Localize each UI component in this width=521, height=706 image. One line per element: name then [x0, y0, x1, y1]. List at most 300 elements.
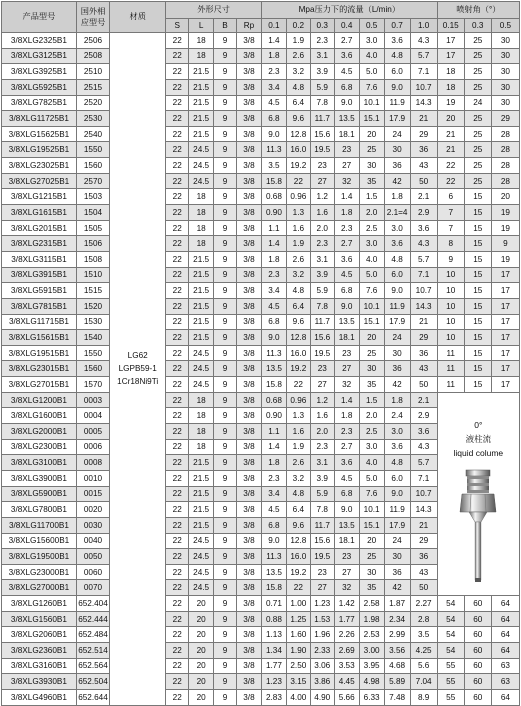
dimension-cell: 22: [166, 142, 189, 158]
flow-cell: 2.99: [384, 627, 410, 643]
dimension-cell: 3/8: [236, 95, 261, 111]
dimension-cell: 22: [166, 439, 189, 455]
flow-cell: 3.86: [310, 674, 334, 690]
flow-cell: 2.1: [410, 392, 437, 408]
model-cell: 3/8XLG23015B1: [2, 361, 77, 377]
model-cell: 3/8XLG4960B1: [2, 689, 77, 705]
dimension-cell: 22: [166, 283, 189, 299]
flow-cell: 7.6: [359, 486, 384, 502]
table-header: [2, 2, 520, 33]
flow-cell: 3.6: [410, 220, 437, 236]
angle-cell: 15: [464, 236, 491, 252]
dimension-cell: 18: [189, 439, 214, 455]
dimension-cell: 18: [189, 220, 214, 236]
angle-cell: 10: [437, 330, 464, 346]
angle-cell: 54: [437, 596, 464, 612]
flow-cell: 2.4: [384, 408, 410, 424]
cross-ref-cell: 0020: [76, 502, 109, 518]
dimension-cell: 9: [214, 408, 237, 424]
dimension-cell: 9: [214, 345, 237, 361]
dimension-cell: 3/8: [236, 158, 261, 174]
flow-cell: 1.9: [286, 33, 310, 49]
flow-cell: 2.0: [310, 220, 334, 236]
flow-cell: 2.3: [334, 220, 359, 236]
dimension-cell: 3/8: [236, 611, 261, 627]
flow-cell: 1.6: [310, 408, 334, 424]
dimension-cell: 22: [166, 564, 189, 580]
dimension-cell: 22: [166, 189, 189, 205]
cross-ref-cell: 1508: [76, 251, 109, 267]
dimension-cell: 22: [166, 95, 189, 111]
model-cell: 3/8XLG1615B1: [2, 205, 77, 221]
table-row: [2, 111, 520, 127]
cross-ref-cell: 0070: [76, 580, 109, 596]
angle-cell: 30: [491, 64, 519, 80]
dimension-cell: 22: [166, 642, 189, 658]
flow-cell: 1.1: [261, 220, 286, 236]
model-cell: 3/8XLG23000B1: [2, 564, 77, 580]
table-row: [2, 236, 520, 252]
table-row: [2, 95, 520, 111]
flow-cell: 2.69: [334, 642, 359, 658]
angle-cell: 25: [464, 79, 491, 95]
header-dim-rp: Rp: [236, 19, 261, 33]
angle-cell: 25: [464, 33, 491, 49]
angle-cell: 54: [437, 642, 464, 658]
dimension-cell: 24.5: [189, 377, 214, 393]
model-cell: 3/8XLG3925B1: [2, 64, 77, 80]
cross-ref-cell: 652.444: [76, 611, 109, 627]
angle-cell: 17: [491, 361, 519, 377]
flow-cell: 0.90: [261, 408, 286, 424]
flow-cell: 3.9: [310, 267, 334, 283]
dimension-cell: 9: [214, 674, 237, 690]
dimension-cell: 9: [214, 283, 237, 299]
flow-cell: 30: [359, 158, 384, 174]
flow-cell: 12.8: [286, 126, 310, 142]
angle-cell: 28: [491, 173, 519, 189]
header-dim-l: L: [189, 19, 214, 33]
flow-cell: 0.96: [286, 189, 310, 205]
cross-ref-cell: 2515: [76, 79, 109, 95]
dimension-cell: 24.5: [189, 345, 214, 361]
flow-cell: 4.3: [410, 33, 437, 49]
model-cell: 3/8XLG7825B1: [2, 95, 77, 111]
flow-cell: 24: [384, 126, 410, 142]
flow-cell: 7.48: [384, 689, 410, 705]
flow-cell: 23: [334, 549, 359, 565]
header-angle-pressure: 0.5: [491, 19, 519, 33]
model-cell: 3/8XLG2360B1: [2, 642, 77, 658]
flow-cell: 20: [359, 330, 384, 346]
flow-cell: 10.1: [359, 298, 384, 314]
dimension-cell: 22: [166, 517, 189, 533]
flow-cell: 2.5: [359, 424, 384, 440]
flow-cell: 2.50: [286, 658, 310, 674]
flow-cell: 6.8: [261, 517, 286, 533]
flow-cell: 3.95: [359, 658, 384, 674]
dimension-cell: 3/8: [236, 627, 261, 643]
flow-cell: 9.0: [261, 533, 286, 549]
flow-cell: 23: [334, 345, 359, 361]
flow-cell: 7.6: [359, 283, 384, 299]
angle-cell: 60: [464, 611, 491, 627]
flow-cell: 18.1: [334, 126, 359, 142]
dimension-cell: 3/8: [236, 283, 261, 299]
table-row: [2, 330, 520, 346]
flow-cell: 1.2: [310, 392, 334, 408]
dimension-cell: 3/8: [236, 361, 261, 377]
flow-cell: 3.00: [359, 642, 384, 658]
cross-ref-cell: 0006: [76, 439, 109, 455]
flow-cell: 1.53: [310, 611, 334, 627]
flow-cell: 3.6: [384, 33, 410, 49]
flow-cell: 35: [359, 173, 384, 189]
dimension-cell: 9: [214, 596, 237, 612]
dimension-cell: 22: [166, 236, 189, 252]
flow-cell: 2.0: [310, 424, 334, 440]
dimension-cell: 9: [214, 580, 237, 596]
flow-cell: 6.8: [261, 314, 286, 330]
header-dim-s: S: [166, 19, 189, 33]
cross-ref-cell: 0010: [76, 470, 109, 486]
angle-cell: 17: [491, 298, 519, 314]
cross-ref-cell: 1503: [76, 189, 109, 205]
flow-cell: 1.4: [261, 33, 286, 49]
flow-cell: 4.00: [286, 689, 310, 705]
angle-cell: 15: [464, 298, 491, 314]
flow-cell: 5.0: [359, 470, 384, 486]
flow-cell: 2.3: [261, 267, 286, 283]
model-cell: 3/8XLG3115B1: [2, 251, 77, 267]
dimension-cell: 20: [189, 611, 214, 627]
flow-cell: 5.0: [359, 64, 384, 80]
flow-cell: 9.0: [334, 502, 359, 518]
flow-cell: 3.9: [310, 470, 334, 486]
flow-cell: 4.68: [384, 658, 410, 674]
flow-cell: 5.9: [310, 486, 334, 502]
cross-ref-cell: 0008: [76, 455, 109, 471]
angle-cell: 10: [437, 283, 464, 299]
dimension-cell: 22: [166, 79, 189, 95]
flow-cell: 3.53: [334, 658, 359, 674]
flow-cell: 10.7: [410, 283, 437, 299]
table-row: [2, 658, 520, 674]
flow-cell: 9.0: [384, 283, 410, 299]
flow-cell: 2.7: [334, 439, 359, 455]
dimension-cell: 22: [166, 455, 189, 471]
dimension-cell: 9: [214, 95, 237, 111]
dimension-cell: 22: [166, 611, 189, 627]
angle-cell: 64: [491, 627, 519, 643]
dimension-cell: 3/8: [236, 142, 261, 158]
cross-ref-cell: 1550: [76, 142, 109, 158]
angle-cell: 25: [464, 111, 491, 127]
angle-cell: 54: [437, 627, 464, 643]
flow-cell: 22: [286, 173, 310, 189]
angle-cell: 7: [437, 220, 464, 236]
table-row: [2, 377, 520, 393]
flow-cell: 3.56: [384, 642, 410, 658]
flow-cell: 5.0: [359, 267, 384, 283]
dimension-cell: 24.5: [189, 580, 214, 596]
flow-cell: 2.3: [310, 236, 334, 252]
table-row: [2, 627, 520, 643]
flow-cell: 1.5: [359, 189, 384, 205]
dimension-cell: 22: [166, 502, 189, 518]
dimension-cell: 9: [214, 205, 237, 221]
flow-cell: 43: [410, 564, 437, 580]
flow-cell: 11.3: [261, 345, 286, 361]
flow-cell: 10.1: [359, 502, 384, 518]
dimension-cell: 9: [214, 424, 237, 440]
flow-cell: 6.4: [286, 502, 310, 518]
flow-cell: 3.6: [384, 236, 410, 252]
table-row: [2, 251, 520, 267]
dimension-cell: 9: [214, 314, 237, 330]
angle-cell: 20: [437, 111, 464, 127]
flow-cell: 1.5: [359, 392, 384, 408]
flow-cell: 25: [359, 142, 384, 158]
flow-cell: 2.3: [310, 33, 334, 49]
dimension-cell: 21.5: [189, 330, 214, 346]
cross-ref-cell: 2570: [76, 173, 109, 189]
header-dimensions: 外形尺寸: [166, 2, 262, 19]
dimension-cell: 9: [214, 642, 237, 658]
dimension-cell: 3/8: [236, 251, 261, 267]
dimension-cell: 3/8: [236, 377, 261, 393]
flow-cell: 1.34: [261, 642, 286, 658]
dimension-cell: 24.5: [189, 158, 214, 174]
flow-cell: 4.8: [384, 48, 410, 64]
dimension-cell: 9: [214, 455, 237, 471]
flow-cell: 6.0: [384, 470, 410, 486]
dimension-cell: 21.5: [189, 517, 214, 533]
flow-cell: 32: [334, 580, 359, 596]
dimension-cell: 3/8: [236, 424, 261, 440]
flow-cell: 25: [359, 549, 384, 565]
dimension-cell: 9: [214, 142, 237, 158]
cross-ref-cell: 1560: [76, 361, 109, 377]
spray-angle-label: 0°: [474, 420, 483, 431]
flow-cell: 2.7: [334, 33, 359, 49]
table-row: [2, 283, 520, 299]
header-pressure: 1.0: [410, 19, 437, 33]
cross-ref-cell: 652.484: [76, 627, 109, 643]
cross-ref-cell: 0004: [76, 408, 109, 424]
flow-cell: 1.8: [334, 408, 359, 424]
cross-ref-cell: 0060: [76, 564, 109, 580]
angle-cell: 17: [437, 33, 464, 49]
dimension-cell: 22: [166, 486, 189, 502]
flow-cell: 2.5: [359, 220, 384, 236]
dimension-cell: 3/8: [236, 111, 261, 127]
cross-ref-cell: 2520: [76, 95, 109, 111]
angle-cell: 19: [491, 220, 519, 236]
angle-cell: 60: [464, 689, 491, 705]
cross-ref-cell: 1504: [76, 205, 109, 221]
dimension-cell: 20: [189, 689, 214, 705]
angle-cell: 21: [437, 142, 464, 158]
flow-cell: 2.6: [286, 455, 310, 471]
angle-cell: 9: [437, 251, 464, 267]
angle-cell: 17: [491, 267, 519, 283]
dimension-cell: 9: [214, 64, 237, 80]
flow-cell: 5.7: [410, 48, 437, 64]
dimension-cell: 21.5: [189, 95, 214, 111]
flow-cell: 1.4: [261, 236, 286, 252]
dimension-cell: 21.5: [189, 314, 214, 330]
flow-cell: 2.8: [410, 611, 437, 627]
dimension-cell: 9: [214, 486, 237, 502]
flow-cell: 11.9: [384, 502, 410, 518]
flow-cell: 24: [384, 330, 410, 346]
material-line: LGPB59-1: [118, 364, 157, 374]
angle-cell: 6: [437, 189, 464, 205]
header-dim-b: B: [214, 19, 237, 33]
flow-cell: 1.2: [310, 189, 334, 205]
flow-cell: 3.6: [410, 424, 437, 440]
dimension-cell: 20: [189, 674, 214, 690]
flow-cell: 3.1: [310, 251, 334, 267]
angle-cell: 19: [491, 251, 519, 267]
dimension-cell: 3/8: [236, 674, 261, 690]
cross-ref-cell: 1520: [76, 298, 109, 314]
flow-cell: 3.0: [384, 220, 410, 236]
flow-cell: 1.3: [286, 205, 310, 221]
flow-cell: 3.6: [334, 251, 359, 267]
flow-cell: 2.3: [261, 470, 286, 486]
flow-cell: 1.96: [310, 627, 334, 643]
flow-cell: 1.4: [261, 439, 286, 455]
dimension-cell: 22: [166, 205, 189, 221]
flow-cell: 7.1: [410, 64, 437, 80]
cross-ref-cell: 0030: [76, 517, 109, 533]
flow-cell: 2.7: [334, 236, 359, 252]
dimension-cell: 22: [166, 314, 189, 330]
flow-cell: 4.5: [261, 502, 286, 518]
flow-cell: 6.8: [261, 111, 286, 127]
dimension-cell: 21.5: [189, 64, 214, 80]
dimension-cell: 3/8: [236, 33, 261, 49]
liquid-column-label-cn: 液柱流: [465, 434, 492, 445]
model-cell: 3/8XLG1560B1: [2, 611, 77, 627]
dimension-cell: 22: [166, 580, 189, 596]
table-row: [2, 79, 520, 95]
flow-cell: 3.0: [359, 439, 384, 455]
flow-cell: 2.9: [410, 205, 437, 221]
model-cell: 3/8XLG2015B1: [2, 220, 77, 236]
model-cell: 3/8XLG2060B1: [2, 627, 77, 643]
model-cell: 3/8XLG11715B1: [2, 314, 77, 330]
flow-cell: 5.6: [410, 658, 437, 674]
flow-cell: 32: [334, 377, 359, 393]
dimension-cell: 3/8: [236, 220, 261, 236]
dimension-cell: 18: [189, 424, 214, 440]
angle-cell: 11: [437, 361, 464, 377]
cross-ref-cell: 1506: [76, 236, 109, 252]
cross-ref-cell: 2508: [76, 48, 109, 64]
flow-cell: 3.5: [261, 158, 286, 174]
dimension-cell: 9: [214, 267, 237, 283]
cross-ref-cell: 2530: [76, 111, 109, 127]
dimension-cell: 21.5: [189, 111, 214, 127]
dimension-cell: 20: [189, 642, 214, 658]
table-row: [2, 611, 520, 627]
cross-ref-cell: 2506: [76, 33, 109, 49]
header-angle-pressure: 0.15: [437, 19, 464, 33]
angle-cell: 60: [464, 658, 491, 674]
flow-cell: 13.5: [334, 517, 359, 533]
dimension-cell: 24.5: [189, 549, 214, 565]
angle-cell: 64: [491, 642, 519, 658]
flow-cell: 30: [359, 564, 384, 580]
angle-cell: 17: [491, 377, 519, 393]
flow-cell: 16.0: [286, 549, 310, 565]
flow-cell: 0.96: [286, 392, 310, 408]
table-body: [2, 33, 520, 706]
angle-cell: 60: [464, 627, 491, 643]
dimension-cell: 9: [214, 611, 237, 627]
table-row: [2, 189, 520, 205]
angle-cell: 21: [437, 126, 464, 142]
flow-cell: 4.8: [384, 455, 410, 471]
dimension-cell: 22: [166, 689, 189, 705]
flow-cell: 36: [410, 549, 437, 565]
table-row: [2, 158, 520, 174]
flow-cell: 7.1: [410, 267, 437, 283]
dimension-cell: 3/8: [236, 455, 261, 471]
flow-cell: 17.9: [384, 314, 410, 330]
flow-cell: 11.7: [310, 517, 334, 533]
angle-cell: 63: [491, 658, 519, 674]
model-cell: 3/8XLG19515B1: [2, 345, 77, 361]
flow-cell: 42: [384, 377, 410, 393]
model-cell: 3/8XLG11700B1: [2, 517, 77, 533]
dimension-cell: 22: [166, 220, 189, 236]
dimension-cell: 20: [189, 658, 214, 674]
flow-cell: 10.7: [410, 79, 437, 95]
flow-cell: 2.6: [286, 251, 310, 267]
angle-cell: 60: [464, 674, 491, 690]
material-line: LG62: [127, 351, 148, 361]
angle-cell: 55: [437, 658, 464, 674]
dimension-cell: 9: [214, 79, 237, 95]
flow-cell: 21: [410, 517, 437, 533]
flow-cell: 17.9: [384, 111, 410, 127]
angle-cell: 18: [437, 79, 464, 95]
dimension-cell: 22: [166, 298, 189, 314]
model-cell: 3/8XLG5900B1: [2, 486, 77, 502]
model-cell: 3/8XLG2000B1: [2, 424, 77, 440]
header-pressure: 0.5: [359, 19, 384, 33]
flow-cell: 4.5: [261, 95, 286, 111]
flow-cell: 22: [286, 377, 310, 393]
flow-cell: 1.60: [286, 627, 310, 643]
flow-cell: 4.90: [310, 689, 334, 705]
dimension-cell: 9: [214, 158, 237, 174]
dimension-cell: 22: [166, 251, 189, 267]
model-cell: 3/8XLG3930B1: [2, 674, 77, 690]
flow-cell: 19.5: [310, 345, 334, 361]
flow-cell: 3.4: [261, 79, 286, 95]
model-cell: 3/8XLG3125B1: [2, 48, 77, 64]
dimension-cell: 22: [166, 596, 189, 612]
angle-cell: 60: [464, 596, 491, 612]
dimension-cell: 9: [214, 392, 237, 408]
flow-cell: 4.8: [286, 486, 310, 502]
flow-cell: 1.8: [261, 48, 286, 64]
